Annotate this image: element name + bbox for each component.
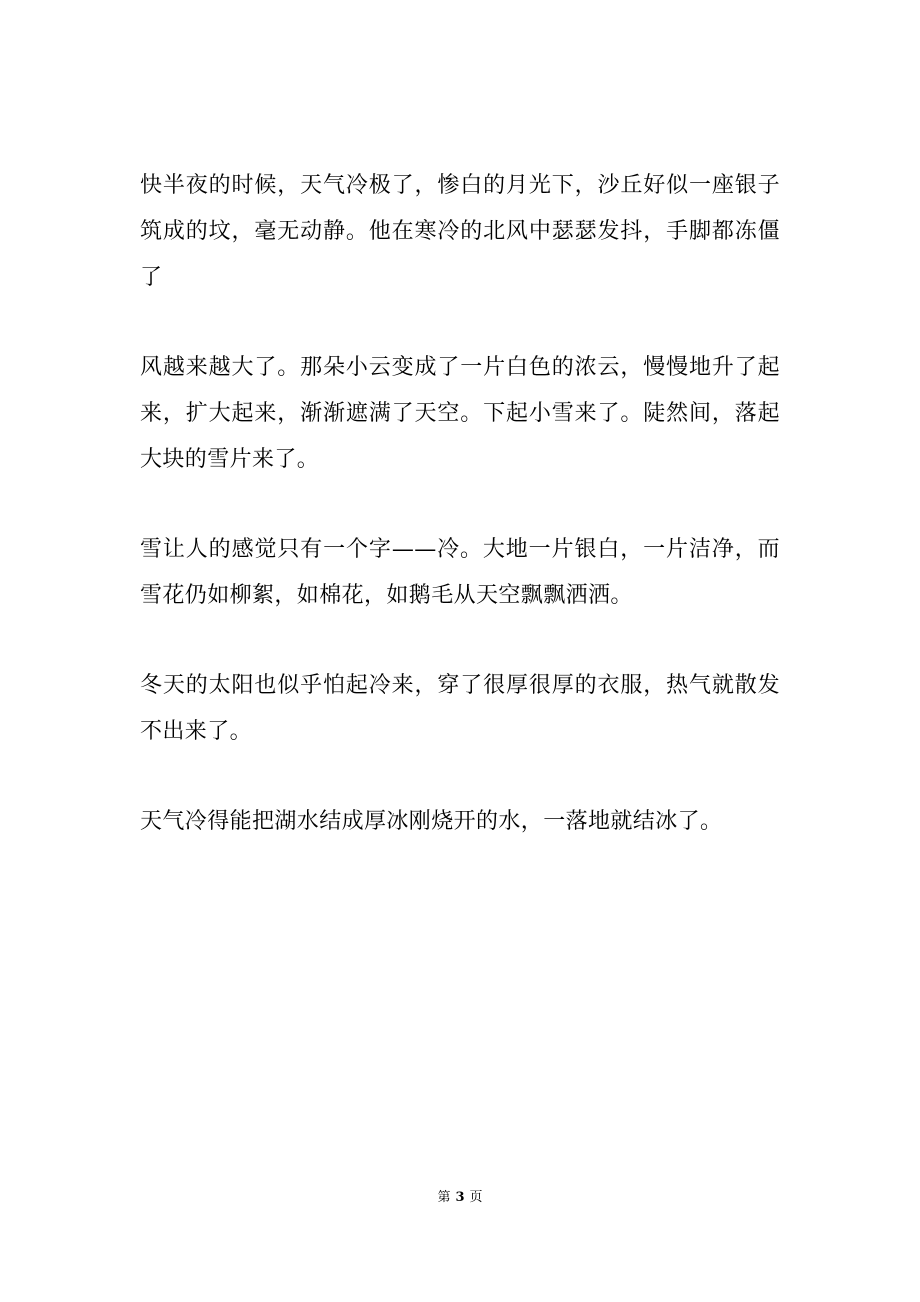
- paragraph-5: 天气冷得能把湖水结成厚冰刚烧开的水，一落地就结冰了。: [140, 809, 723, 834]
- paragraph-4: 冬天的太阳也似乎怕起冷来，穿了很厚很厚的衣服，热气就散发不出来了。: [140, 673, 780, 744]
- page-number: 3: [455, 1190, 465, 1205]
- paragraph-1: 快半夜的时候，天气冷极了，惨白的月光下，沙丘好似一座银子筑成的坟，毫无动静。他在寒冷的北风中瑟瑟发抖，手脚都冻僵了: [140, 173, 780, 290]
- page-label-suffix: 页: [469, 1190, 483, 1205]
- page-footer: [0, 1188, 920, 1208]
- page-label-prefix: 第: [437, 1190, 451, 1205]
- paragraph-2: 风越来越大了。那朵小云变成了一片白色的浓云，慢慢地升了起来，扩大起来，渐渐遮满了天空。下起小雪来了。陡然间，落起大块的雪片来了。: [140, 355, 780, 472]
- paragraph-3: 雪让人的感觉只有一个字——冷。大地一片银白，一片洁净，而雪花仍如柳絮，如棉花，如鹅毛从天空飘飘洒洒。: [140, 537, 780, 608]
- document-body: [140, 163, 780, 889]
